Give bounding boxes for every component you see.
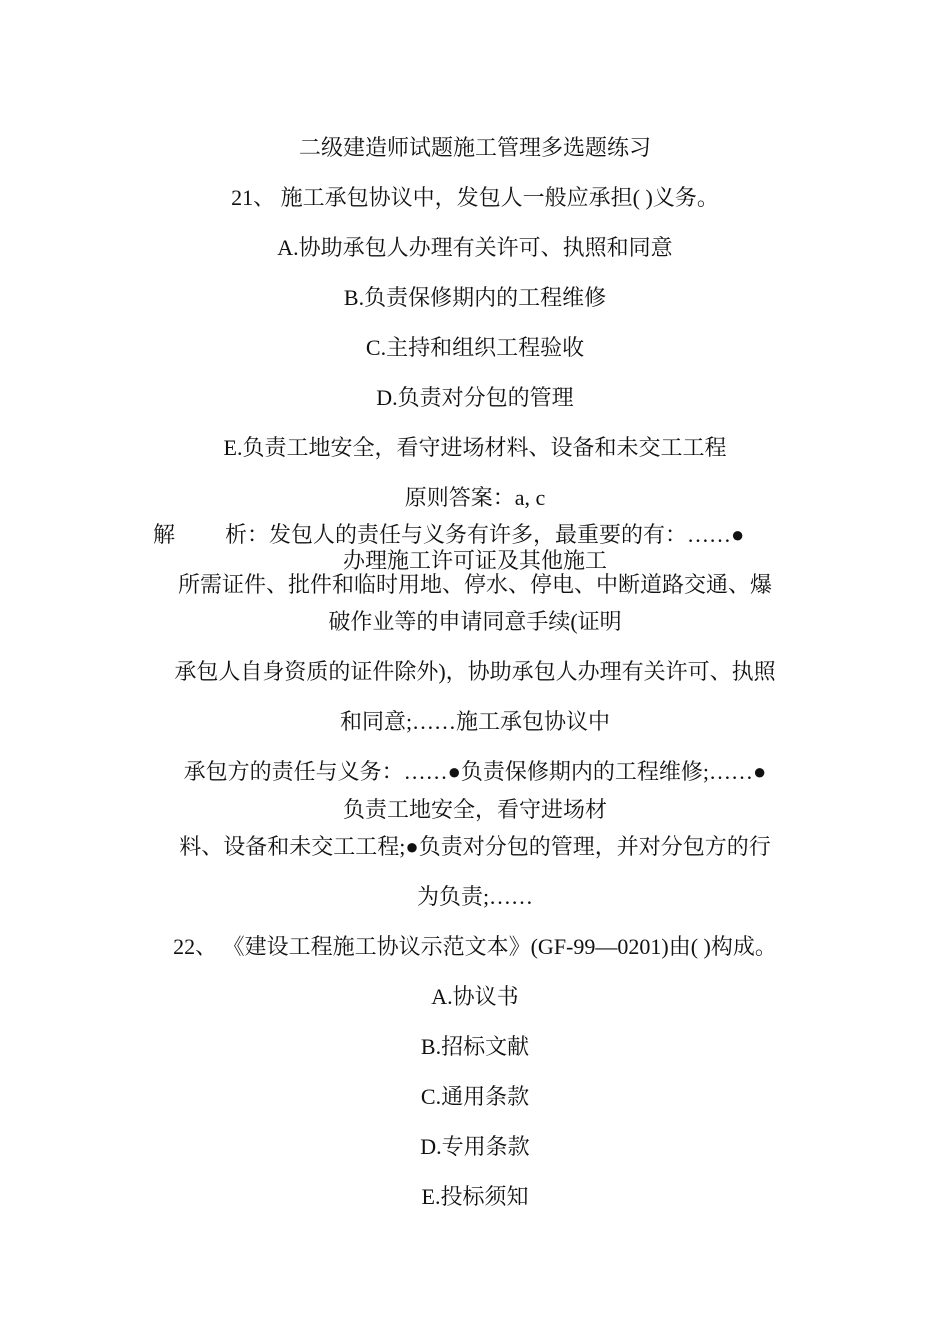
question-22-stem: 22、 《建设工程施工协议示范文本》(GF-99—0201)由( )构成。: [173, 934, 777, 959]
explanation-line-10: 为负责;……: [416, 884, 534, 909]
explanation-line-7: 承包方的责任与义务：……●负责保修期内的工程维修;……●: [183, 759, 767, 784]
question-22-option-a: A.协议书: [431, 984, 519, 1009]
explanation-line-3: 所需证件、批件和临时用地、停水、停电、中断道路交通、爆: [177, 572, 772, 597]
question-21-option-d: D.负责对分包的管理: [376, 385, 574, 410]
explanation-line-4: 破作业等的申请同意手续(证明: [328, 609, 622, 634]
question-21-option-b: B.负责保修期内的工程维修: [343, 285, 607, 310]
explanation-line-9: 料、设备和未交工工程;●负责对分包的管理，并对分包方的行: [179, 834, 771, 859]
question-22-option-e: E.投标须知: [421, 1184, 529, 1209]
question-22-option-b: B.招标文献: [420, 1034, 530, 1059]
question-21-answer: 原则答案：a, c: [404, 485, 546, 510]
question-21-option-c: C.主持和组织工程验收: [365, 335, 585, 360]
question-21-option-e: E.负责工地安全，看守进场材料、设备和未交工工程: [223, 435, 727, 460]
explanation-line-2: 办理施工许可证及其他施工: [342, 548, 607, 573]
explanation-line-6: 和同意;……施工承包协议中: [339, 709, 611, 734]
question-21-stem: 21、 施工承包协议中，发包人一般应承担( )义务。: [231, 185, 719, 210]
question-22-option-c: C.通用条款: [420, 1084, 530, 1109]
explanation-line-8: 负责工地安全，看守进场材: [342, 797, 607, 822]
explanation-intro: 析：发包人的责任与义务有许多，最重要的有：……●: [225, 522, 745, 547]
question-21-option-a: A.协助承包人办理有关许可、执照和同意: [277, 235, 673, 260]
page-title: 二级建造师试题施工管理多选题练习: [298, 135, 651, 160]
explanation-label: 解: [153, 522, 176, 547]
question-22-option-d: D.专用条款: [420, 1134, 530, 1159]
explanation-line-5: 承包人自身资质的证件除外)，协助承包人办理有关许可、执照: [174, 659, 776, 684]
